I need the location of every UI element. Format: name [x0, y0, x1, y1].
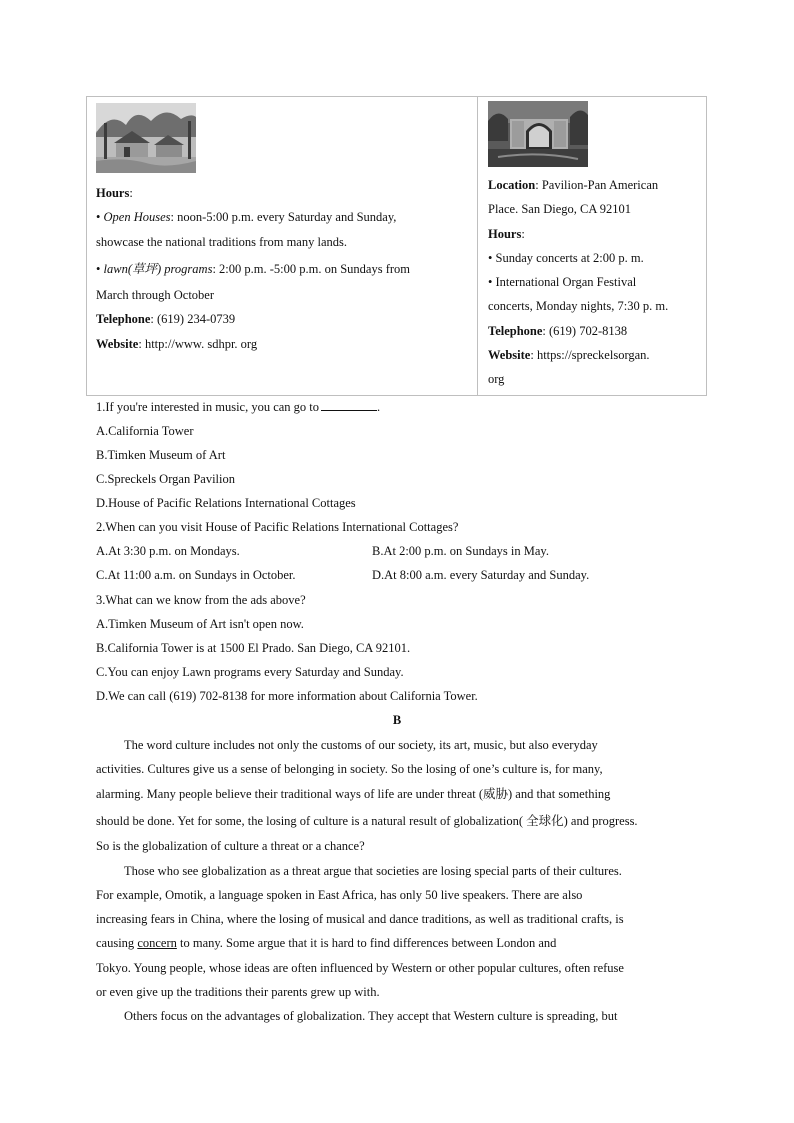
- open-houses-label: Open Houses: [103, 210, 171, 225]
- q1-option-b: B.Timken Museum of Art: [96, 448, 226, 462]
- lawn-text: : 2:00 p.m. -5:00 p.m. on Sundays from: [212, 261, 411, 276]
- passage-line: So is the globalization of culture a threat or a chance?: [96, 839, 365, 853]
- location-label: Location: [488, 178, 536, 192]
- location-value: : Pavilion-Pan American: [535, 178, 659, 192]
- ad-table: [86, 96, 707, 396]
- website-value: : http://www. sdhpr. org: [138, 336, 258, 351]
- q3-option-c: C.You can enjoy Lawn programs every Saturday and Sunday.: [96, 665, 404, 679]
- question-1-end: .: [377, 400, 381, 414]
- q3-option-b: B.California Tower is at 1500 El Prado. San Diego, CA 92101.: [96, 641, 411, 655]
- question-1-text: 1.If you're interested in music, you can go to: [96, 400, 320, 414]
- q3-option-d: D.We can call (619) 702-8138 for more information about California Tower.: [96, 689, 478, 703]
- organ-festival-text: International Organ Festival: [495, 275, 637, 290]
- q1-option-c: C.Spreckels Organ Pavilion: [96, 472, 235, 486]
- passage-line: increasing fears in China, where the losing of musical and dance traditions, as well as traditional crafts, is: [96, 912, 624, 926]
- q2-option-b: B.At 2:00 p.m. on Sundays in May.: [372, 544, 549, 558]
- open-houses-text-2: showcase the national traditions from many lands.: [96, 234, 347, 249]
- table-divider: [477, 97, 478, 395]
- answer-blank: [321, 399, 377, 411]
- right-website-label: Website: [488, 348, 531, 363]
- location-line: [488, 173, 700, 197]
- q2-option-d: D.At 8:00 a.m. every Saturday and Sunday.: [372, 568, 590, 582]
- underlined-word: concern: [137, 936, 177, 950]
- sunday-concerts-text: Sunday concerts at 2:00 p. m.: [495, 250, 644, 265]
- location-value-2: Place. San Diego, CA 92101: [488, 202, 632, 217]
- passage-line: Tokyo. Young people, whose ideas are often influenced by Western or other popular cultures, often refuse: [96, 961, 624, 975]
- passage-line: Others focus on the advantages of globalization. They accept that Western culture is spreading, but: [124, 1009, 618, 1023]
- passage-line: The word culture includes not only the customs of our society, its art, music, but also everyday: [124, 738, 598, 752]
- cottages-photo: [96, 103, 196, 173]
- q1-option-a: A.California Tower: [96, 424, 194, 438]
- right-hours-label: Hours: [488, 226, 522, 241]
- ad-cell-organ-pavilion: Location: Pavilion-Pan American Place. San Diego, CA 92101 Hours: • Sunday concerts at 2:00 p. m. • International Organ Festival concerts, Monday nights, 7:30 p. m. Telephone: (619) 702-8138 Website: https://spreckelsorgan. org: [488, 101, 700, 392]
- right-website-value: : https://spreckelsorgan.: [530, 348, 650, 363]
- q2-option-a: A.At 3:30 p.m. on Mondays.: [96, 544, 240, 558]
- question-3: 3.What can we know from the ads above?: [96, 593, 306, 607]
- passage-line: or even give up the traditions their parents grew up with.: [96, 985, 380, 999]
- right-website-value-2: org: [488, 372, 505, 387]
- passage-line: For example, Omotik, a language spoken in East Africa, has only 50 live speakers. There are also: [96, 888, 583, 902]
- passage-line: [96, 934, 556, 952]
- passage-line: Those who see globalization as a threat argue that societies are losing special parts of their cultures.: [124, 864, 622, 878]
- lawn-text-2: March through October: [96, 288, 215, 303]
- passage-text: causing: [96, 936, 138, 950]
- q2-option-c: C.At 11:00 a.m. on Sundays in October.: [96, 568, 296, 582]
- sunday-concerts-line: • Sunday concerts at 2:00 p. m.: [488, 250, 644, 265]
- q3-option-a: A.Timken Museum of Art isn't open now.: [96, 617, 304, 631]
- open-houses-text: : noon-5:00 p.m. every Saturday and Sunday,: [170, 210, 397, 225]
- organ-festival-text-2: concerts, Monday nights, 7:30 p. m.: [488, 299, 669, 314]
- lawn-line: • lawn(草坪) programs: 2:00 p.m. -5:00 p.m. on Sundays from: [96, 261, 411, 276]
- hours-label: Hours: [96, 186, 130, 200]
- passage-line: should be done. Yet for some, the losing of culture is a natural result of globalization( 全球化) and progress.: [96, 814, 638, 828]
- passage-line: alarming. Many people believe their traditional ways of life are under threat (威胁) and that something: [96, 787, 611, 801]
- passage-text: to many. Some argue that it is hard to find differences between London and: [176, 936, 557, 950]
- telephone-label: Telephone: [96, 312, 151, 327]
- right-telephone-label: Telephone: [488, 323, 543, 338]
- question-1: [96, 399, 380, 415]
- question-2: 2.When can you visit House of Pacific Relations International Cottages?: [96, 520, 459, 534]
- organ-festival-line: • International Organ Festival: [488, 275, 637, 290]
- section-heading-b: B: [392, 713, 402, 727]
- pavilion-photo: [488, 101, 588, 167]
- right-telephone-value: : (619) 702-8138: [542, 323, 628, 338]
- lawn-label: lawn(草坪) programs: [103, 261, 213, 276]
- telephone-line: [96, 307, 466, 331]
- passage-line: activities. Cultures give us a sense of belonging in society. So the losing of one’s culture is, for many,: [96, 762, 603, 776]
- right-telephone-line: [488, 319, 700, 343]
- telephone-value: : (619) 234-0739: [150, 312, 236, 327]
- website-line: [96, 332, 466, 356]
- q1-option-d: D.House of Pacific Relations International Cottages: [96, 496, 356, 510]
- right-website-line: [488, 343, 700, 367]
- ad-cell-cottages: Hours: • Open Houses: noon-5:00 p.m. every Saturday and Sunday, showcase the national traditions from many lands. • lawn(草坪) programs: 2:00 p.m. -5:00 p.m. on Sundays from March through October Telephone: (619) 234-0739 Website: http://www. sdhpr. org: [96, 103, 466, 356]
- open-houses-line: • Open Houses: noon-5:00 p.m. every Saturday and Sunday,: [96, 210, 397, 225]
- website-label: Website: [96, 336, 139, 351]
